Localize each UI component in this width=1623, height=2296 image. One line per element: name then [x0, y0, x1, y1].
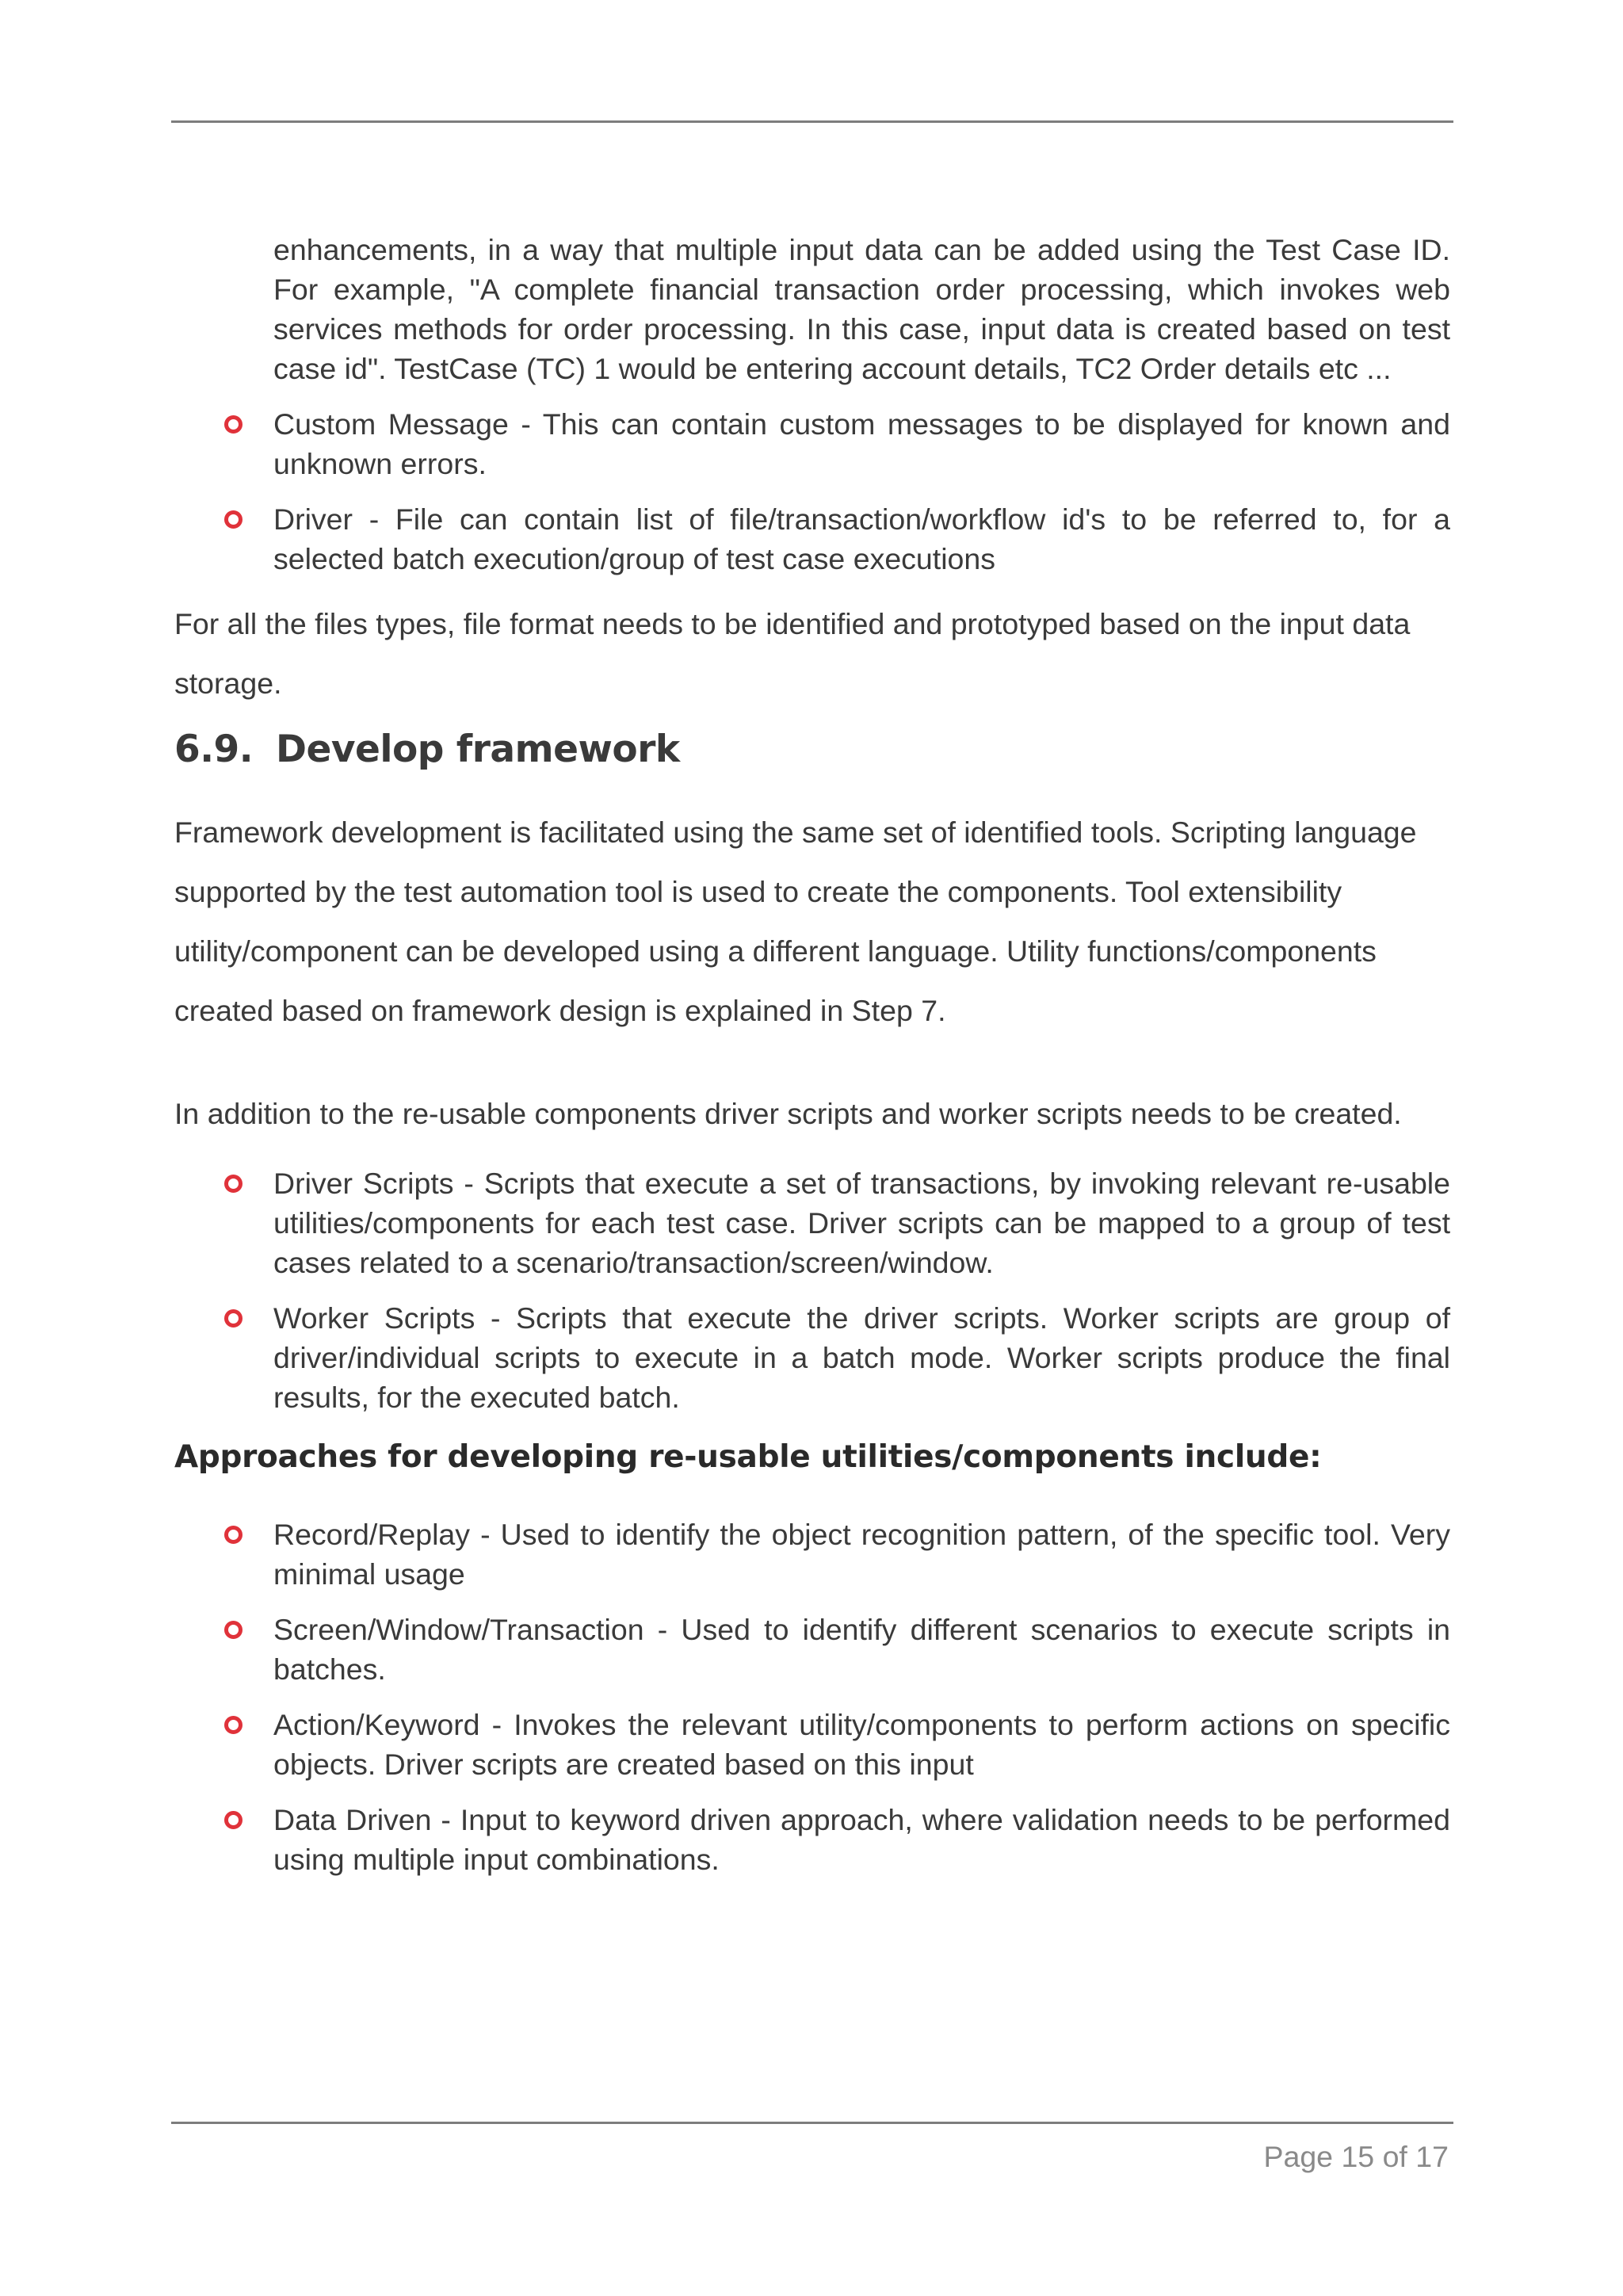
intro-continuation: enhancements, in a way that multiple input data can be added using the Test Case ID. For example, "A complete financial transaction order processing, which invokes web services methods for order processing. In this case, input data is created based on test case id". TestCase (TC) 1 would be entering account details, TC2 Order details etc ...	[273, 233, 1450, 385]
addition-paragraph: In addition to the re-usable components driver scripts and worker scripts needs to be created.	[174, 1097, 1402, 1130]
approaches-heading: Approaches for developing re-usable utilities/components include:	[174, 1439, 1322, 1475]
list-item-text: Worker Scripts - Scripts that execute the driver scripts. Worker scripts are group of driver/individual scripts to execute in a batch mode. Worker scripts produce the final results, for the executed batch.	[273, 1301, 1450, 1414]
header-rule	[171, 120, 1453, 123]
list-item	[174, 499, 1450, 579]
list-item-text: Screen/Window/Transaction - Used to identify different scenarios to execute scripts in batches.	[273, 1613, 1450, 1686]
ring-bullet-icon	[224, 510, 242, 529]
ring-bullet-icon	[224, 1716, 242, 1734]
list-item-text: Driver - File can contain list of file/transaction/workflow id's to be referred to, for a selected batch execution/group of test case executions	[273, 502, 1450, 575]
ring-bullet-icon	[224, 1309, 242, 1328]
page-number: Page 15 of 17	[1263, 2140, 1449, 2173]
scripts-list	[174, 1163, 1450, 1417]
list-item-text: Custom Message - This can contain custom messages to be displayed for known and unknown errors.	[273, 407, 1450, 480]
list-item	[174, 1610, 1450, 1689]
file-types-list	[174, 404, 1450, 579]
list-item	[174, 404, 1450, 483]
ring-bullet-icon	[224, 1811, 242, 1829]
ring-bullet-icon	[224, 1621, 242, 1639]
page-content	[174, 230, 1450, 1895]
section-number: 6.9.	[174, 728, 254, 771]
footer-rule	[171, 2122, 1453, 2124]
list-item-text: Record/Replay - Used to identify the object recognition pattern, of the specific tool. Very minimal usage	[273, 1518, 1450, 1591]
list-item	[174, 1298, 1450, 1417]
ring-bullet-icon	[224, 415, 242, 434]
section-heading	[174, 728, 1450, 771]
approaches-list	[174, 1515, 1450, 1879]
list-item	[174, 1705, 1450, 1784]
section-title: Develop framework	[276, 728, 680, 771]
list-item-text: Action/Keyword - Invokes the relevant utility/components to perform actions on specific objects. Driver scripts are created based on this input	[273, 1708, 1450, 1781]
ring-bullet-icon	[224, 1526, 242, 1544]
framework-paragraph: Framework development is facilitated using the same set of identified tools. Scripting language supported by the test automation tool is used to create the components. Tool extensibility utility/component can be developed using a different language. Utility functions/components created based on framework design is explained in Step 7.	[174, 816, 1417, 1027]
ring-bullet-icon	[224, 1175, 242, 1193]
list-item	[174, 1515, 1450, 1594]
list-item-text: Data Driven - Input to keyword driven approach, where validation needs to be performed using multiple input combinations.	[273, 1803, 1450, 1876]
list-item	[174, 1163, 1450, 1282]
list-item	[174, 1800, 1450, 1879]
file-format-paragraph: For all the files types, file format needs to be identified and prototyped based on the input data storage.	[174, 607, 1411, 700]
list-item-text: Driver Scripts - Scripts that execute a set of transactions, by invoking relevant re-usable utilities/components for each test case. Driver scripts can be mapped to a group of test cases related to a scenario/transaction/screen/window.	[273, 1167, 1450, 1279]
